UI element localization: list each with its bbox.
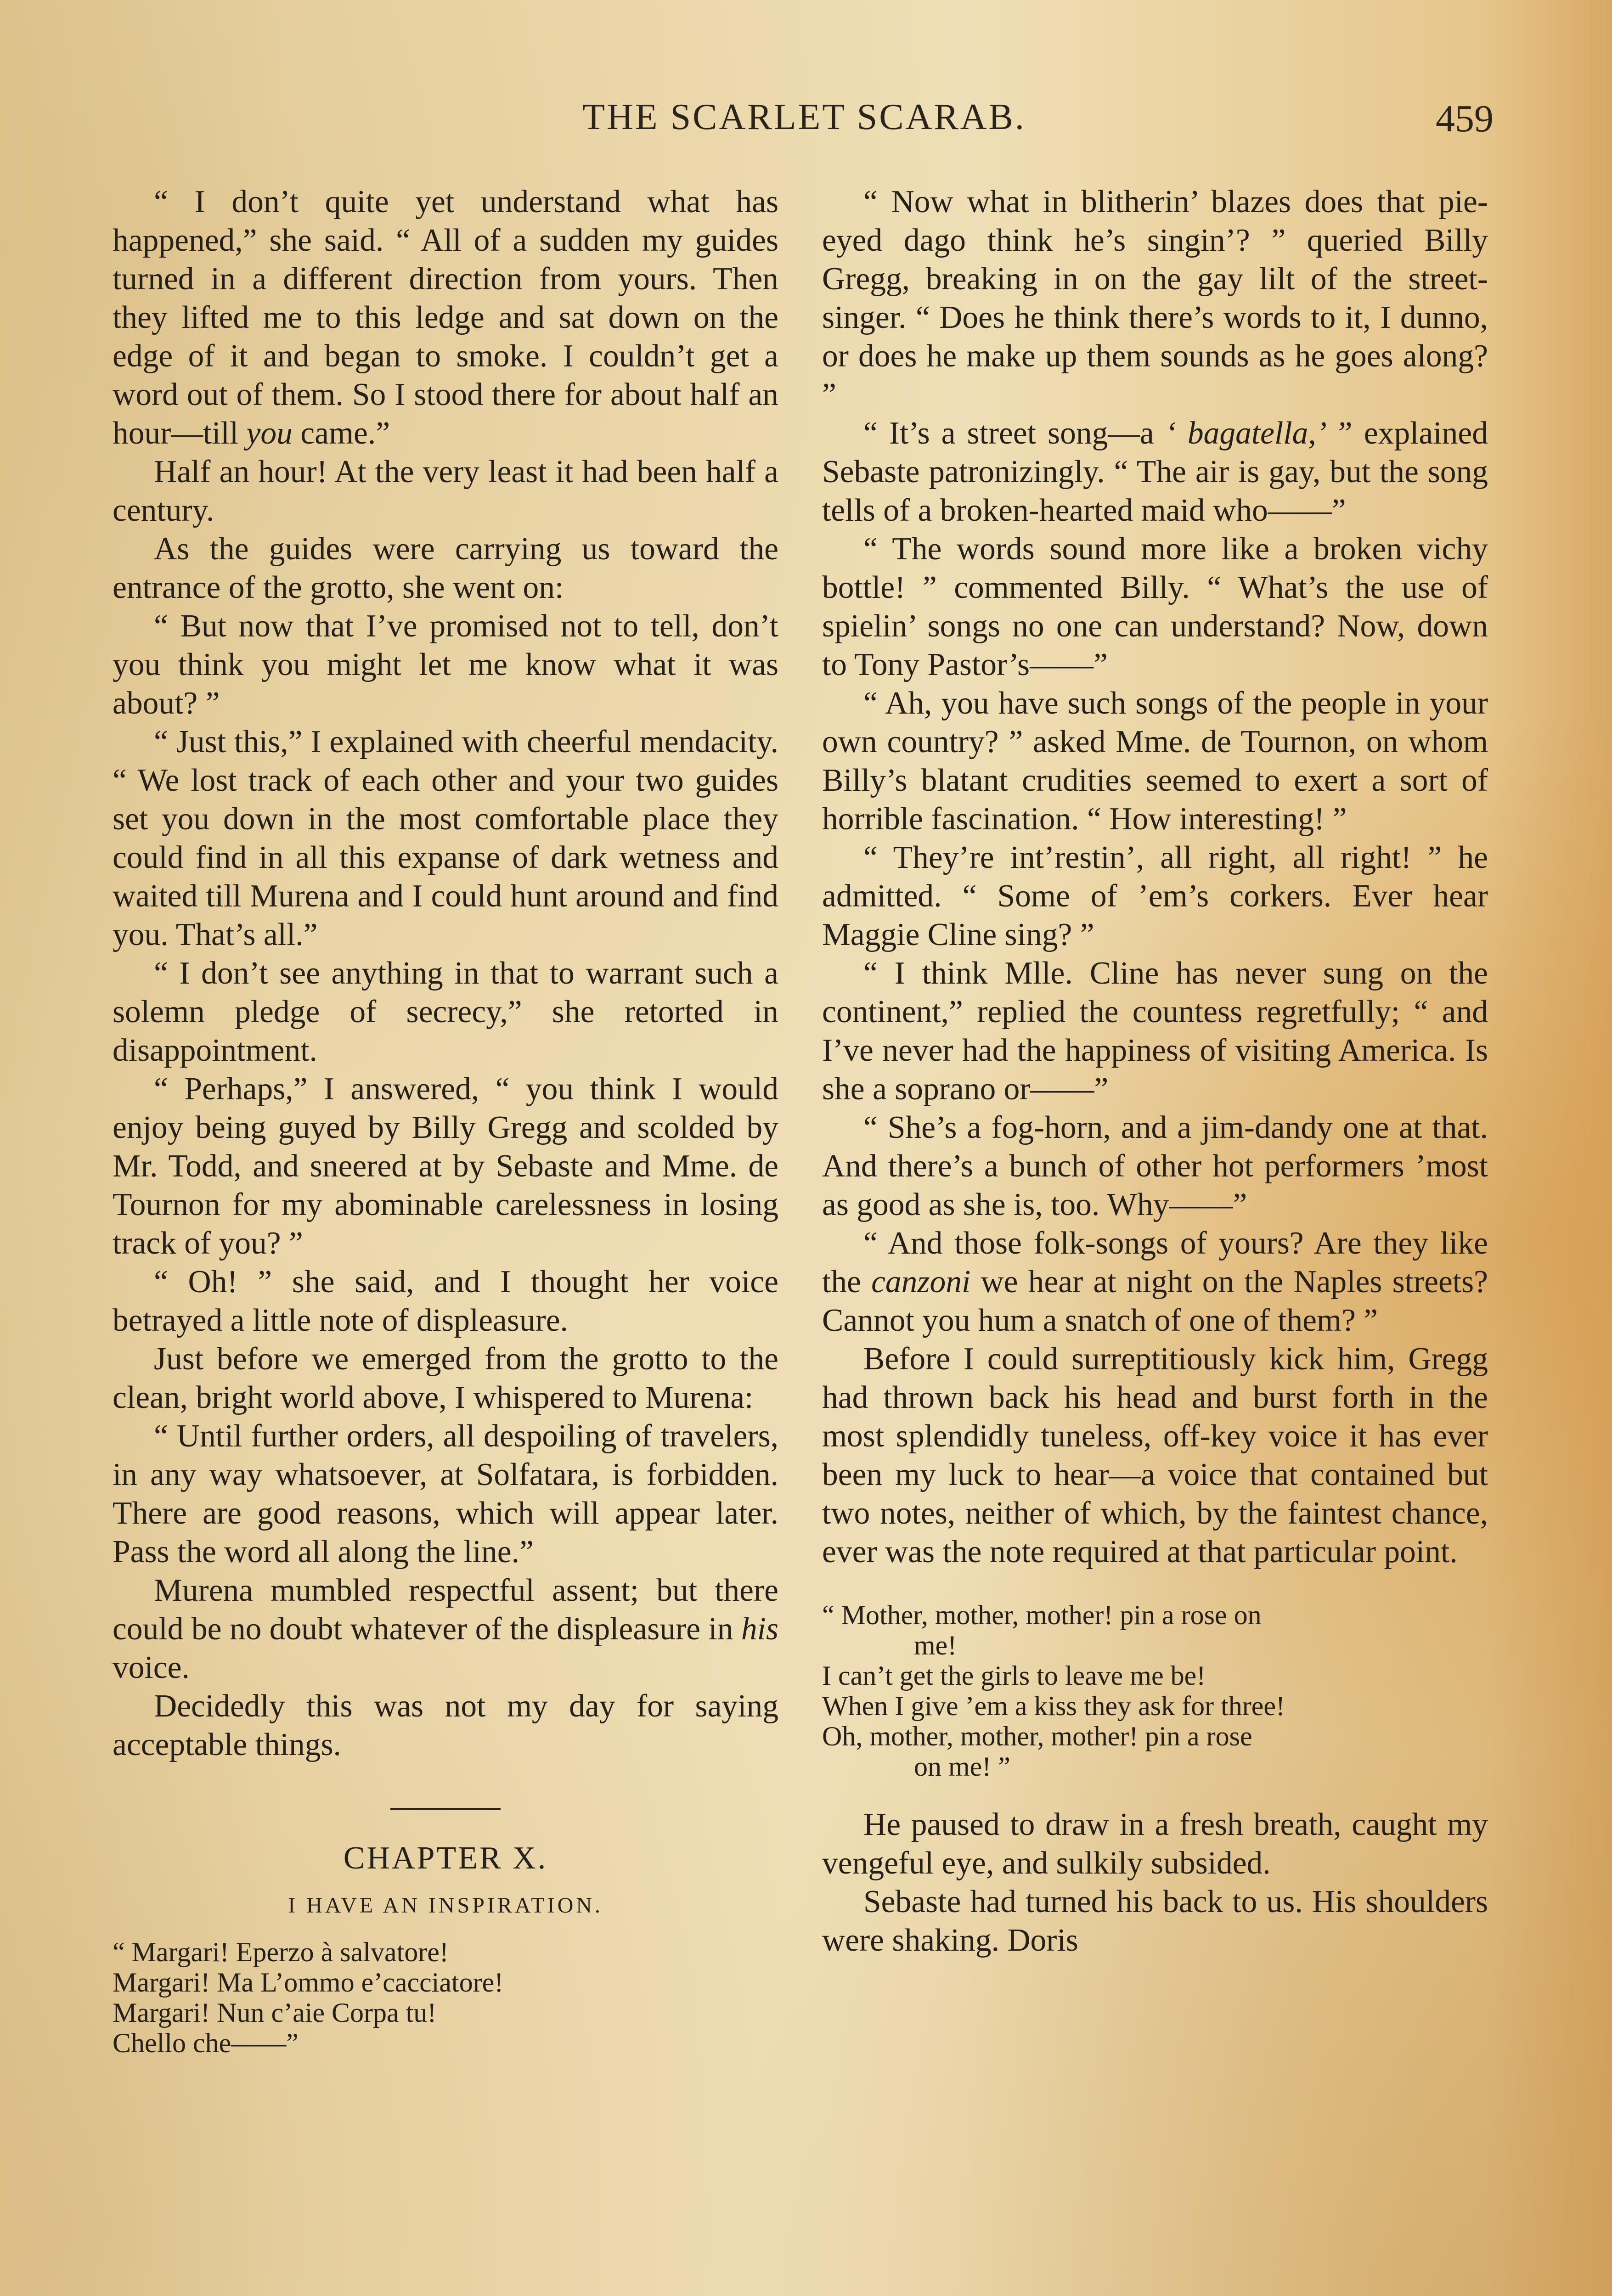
italic-text: his — [741, 1611, 778, 1647]
paragraph: “ The words sound more like a broken vichy bottle! ” commented Billy. “ What’s the use of spielin’ songs no one can understand? Now, down to Tony Pastor’s——” — [822, 531, 1488, 682]
paragraph: “ Perhaps,” I answered, “ you think I would enjoy being guyed by Billy Gregg and scolded by Mr. Todd, and sneered at by Sebaste and Mme. de Tournon for my abominable carelessness in losing track of you? ” — [113, 1071, 778, 1261]
chapter-number: CHAPTER X. — [343, 1840, 548, 1876]
song-line: “ Mother, mother, mother! pin a rose on — [822, 1600, 1262, 1630]
text-run: voice. — [113, 1650, 190, 1685]
song-verse — [822, 1600, 1488, 1782]
paragraph — [113, 1571, 778, 1687]
chapter-title: I HAVE AN INSPIRATION. — [288, 1893, 603, 1918]
italic-text: you — [246, 416, 293, 451]
epigraph-line: “ Margari! Eperzo à salvatore! — [113, 1937, 449, 1967]
paragraph — [822, 414, 1488, 530]
text-run: “ It’s a street song—a — [863, 416, 1166, 451]
paragraph: Sebaste had turned his back to us. His shoulders were shaking. Doris — [822, 1884, 1488, 1958]
text-run: Murena mumbled respectful assent; but there could be no doubt whatever of the displeasure in — [113, 1573, 778, 1647]
right-column — [822, 183, 1488, 1960]
paragraph: “ I think Mlle. Cline has never sung on the continent,” replied the countess regretfully; “ and I’ve never had the happiness of visiting America. Is she a soprano or——” — [822, 956, 1488, 1107]
running-title: THE SCARLET SCARAB. — [582, 97, 1026, 137]
paragraph: “ Oh! ” she said, and I thought her voice betrayed a little note of displeasure. — [113, 1264, 778, 1338]
paragraph: “ She’s a fog-horn, and a jim-dandy one at that. And there’s a bunch of other hot performers ’most as good as she is, too. Why——” — [822, 1110, 1488, 1222]
paragraph: He paused to draw in a fresh breath, caught my vengeful eye, and sulkily subsided. — [822, 1807, 1488, 1881]
section-divider — [390, 1808, 501, 1810]
paragraph: Decidedly this was not my day for saying acceptable things. — [113, 1688, 778, 1762]
epigraph — [113, 1937, 778, 2058]
epigraph-line: Margari! Ma L’ommo e’cacciatore! — [113, 1967, 504, 1998]
song-line: I can’t get the girls to leave me be! — [822, 1660, 1206, 1691]
paragraph: “ But now that I’ve promised not to tell, don’t you think you might let me know what it was about? ” — [113, 608, 778, 721]
text-run: explained Sebaste patronizingly. “ The air is gay, but the song tells of a broken-hearted maid who——” — [822, 416, 1488, 528]
song-line: When I give ’em a kiss they ask for three! — [822, 1691, 1285, 1721]
paragraph: “ Now what in blitherin’ blazes does that pie-eyed dago think he’s singin’? ” queried Billy Gregg, breaking in on the gay lilt of the street-singer. “ Does he think there’s words to it, I dunno, or does he make up them sounds as he goes along? ” — [822, 184, 1488, 412]
paragraph: “ Just this,” I explained with cheerful mendacity. “ We lost track of each other and your two guides set you down in the most comfortable place they could find in all this expanse of dark wetness and waited till Murena and I could hunt around and find you. That’s all.” — [113, 724, 778, 952]
paragraph — [822, 1224, 1488, 1340]
paragraph: Half an hour! At the very least it had been half a century. — [113, 454, 778, 528]
song-line: me! — [914, 1630, 957, 1660]
text-run: “ I don’t quite yet understand what has happened,” she said. “ All of a sudden my guides turned in a different direction from yours. Then they lifted me to this ledge and sat down on the edge of it and began to smoke. I couldn’t get a word out of them. So I stood there for about half an hour—till — [113, 184, 778, 451]
epigraph-line: Chello che——” — [113, 2028, 299, 2058]
paragraph: As the guides were carrying us toward the entrance of the grotto, she went on: — [113, 531, 778, 605]
running-head — [115, 96, 1494, 152]
italic-text: canzoni — [871, 1264, 971, 1300]
paragraph — [113, 183, 778, 453]
text-run: came.” — [292, 416, 390, 451]
page-number: 459 — [1436, 97, 1494, 140]
text-run: we hear at night on the Naples streets? Cannot you hum a snatch of one of them? ” — [822, 1264, 1488, 1338]
epigraph-line: Margari! Nun c’aie Corpa tu! — [113, 1998, 437, 2028]
paragraph: Before I could surreptitiously kick him, Gregg had thrown back his head and burst forth in the most splendidly tuneless, off-key voice it has ever been my luck to hear—a voice that contained but two notes, neither of which, by the faintest chance, ever was the note required at that particular point. — [822, 1341, 1488, 1570]
paragraph: “ They’re int’restin’, all right, all right! ” he admitted. “ Some of ’em’s corkers. Ever hear Maggie Cline sing? ” — [822, 840, 1488, 952]
italic-text: ‘ bagatella,’ ” — [1165, 416, 1353, 451]
paragraph: “ I don’t see anything in that to warrant such a solemn pledge of secrecy,” she retorted in disappointment. — [113, 956, 778, 1068]
left-column — [113, 183, 778, 2058]
song-line: Oh, mother, mother, mother! pin a rose — [822, 1721, 1252, 1751]
paragraph: “ Ah, you have such songs of the people in your own country? ” asked Mme. de Tournon, on whom Billy’s blatant crudities seemed to exert a sort of horrible fascination. “ How interesting! ” — [822, 686, 1488, 837]
paragraph: “ Until further orders, all despoiling of travelers, in any way whatsoever, at Solfatara, is forbidden. There are good reasons, which will appear later. Pass the word all along the line.” — [113, 1418, 778, 1570]
text-run: “ And those folk-songs of yours? Are they like the — [822, 1226, 1488, 1300]
song-line: on me! ” — [914, 1751, 1010, 1782]
paragraph: Just before we emerged from the grotto to the clean, bright world above, I whispered to Murena: — [113, 1341, 778, 1415]
